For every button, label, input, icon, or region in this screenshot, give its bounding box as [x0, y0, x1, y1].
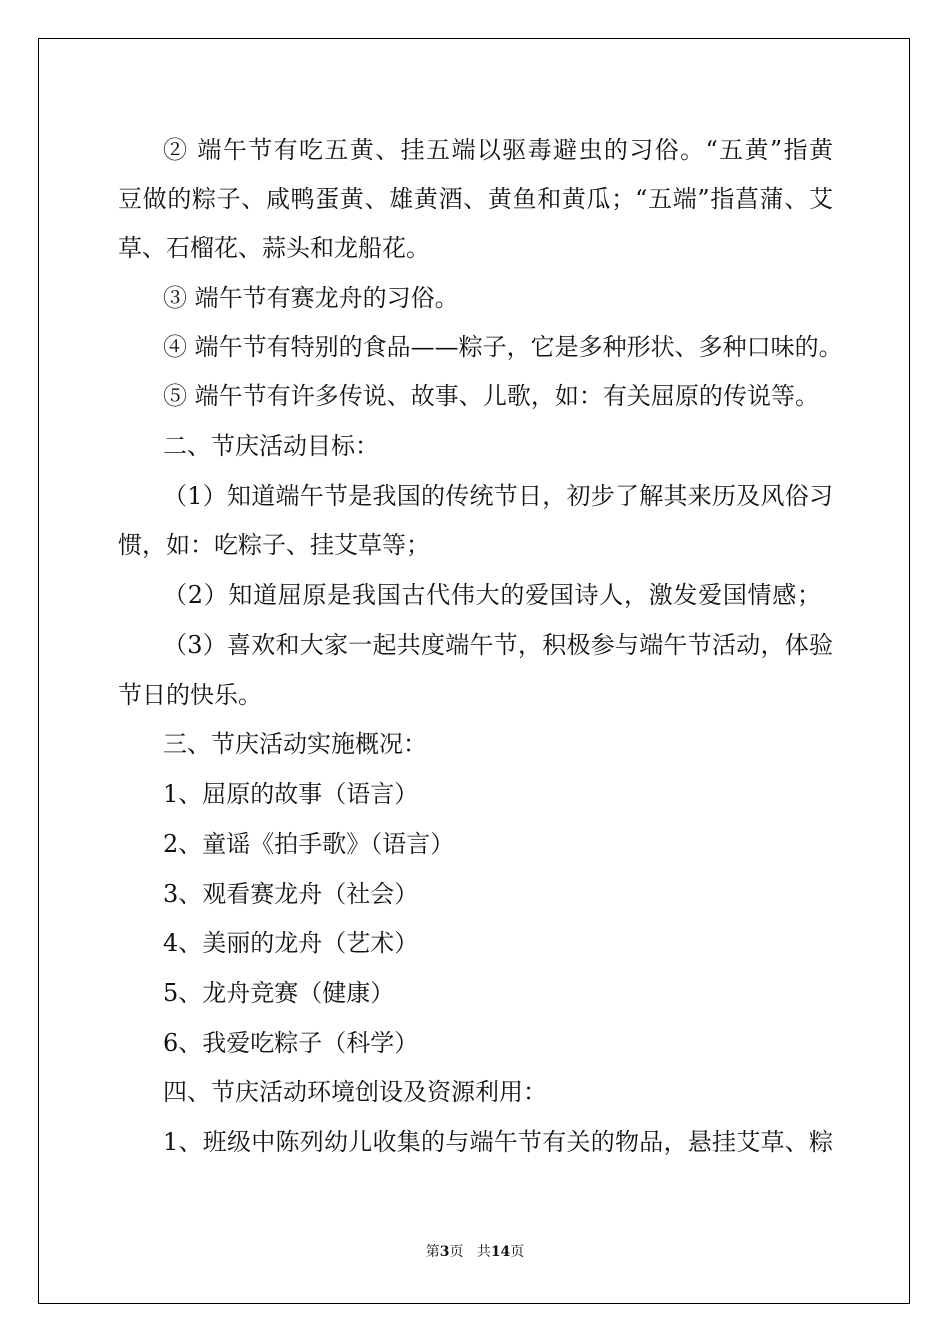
body-line-4: ③ 端午节有赛龙舟的习俗。 — [163, 284, 459, 312]
footer-page-prefix: 第 — [425, 1244, 440, 1260]
footer-page-unit: 页 — [449, 1244, 464, 1260]
page-footer — [0, 1243, 950, 1261]
activity-item-3: 3、观看赛龙舟（社会） — [163, 880, 419, 908]
activity-item-5: 5、龙舟竞赛（健康） — [163, 979, 395, 1007]
activity-item-6: 6、我爱吃粽子（科学） — [163, 1029, 419, 1057]
activity-item-4: 4、美丽的龙舟（艺术） — [163, 929, 419, 957]
body-line-3: 草、石榴花、蒜头和龙船花。 — [118, 234, 430, 262]
body-line-8: （1）知道端午节是我国的传统节日，初步了解其来历及风俗习 — [163, 482, 833, 510]
footer-page-number: 3 — [439, 1244, 450, 1260]
section-heading-activities: 三、节庆活动实施概况： — [163, 730, 427, 758]
footer-total-pages: 14 — [490, 1244, 511, 1260]
footer-total-unit: 页 — [510, 1244, 525, 1260]
body-line-6: ⑤ 端午节有许多传说、故事、儿歌，如：有关屈原的传说等。 — [163, 382, 819, 410]
body-line-1: ② 端午节有吃五黄、挂五端以驱毒避虫的习俗。“五黄”指黄 — [163, 136, 833, 164]
body-line-5: ④ 端午节有特别的食品——粽子，它是多种形状、多种口味的。 — [163, 333, 843, 361]
activity-item-2: 2、童谣《拍手歌》（语言） — [163, 830, 455, 858]
body-line-9: 惯，如：吃粽子、挂艾草等； — [118, 531, 430, 559]
body-line-12: 节日的快乐。 — [118, 681, 262, 709]
body-line-21: 1、班级中陈列幼儿收集的与端午节有关的物品，悬挂艾草、粽 — [163, 1128, 833, 1156]
body-line-2: 豆做的粽子、咸鸭蛋黄、雄黄酒、黄鱼和黄瓜；“五端”指菖蒲、艾 — [118, 185, 833, 213]
activity-item-1: 1、屈原的故事（语言） — [163, 780, 419, 808]
section-heading-goals: 二、节庆活动目标： — [163, 432, 379, 460]
page-frame — [38, 38, 910, 1304]
body-line-11: （3）喜欢和大家一起共度端午节，积极参与端午节活动，体验 — [163, 631, 833, 659]
body-line-10: （2）知道屈原是我国古代伟大的爱国诗人，激发爱国情感； — [163, 581, 821, 609]
footer-total-prefix: 共 — [476, 1244, 491, 1260]
section-heading-environment: 四、节庆活动环境创设及资源利用： — [163, 1078, 547, 1106]
